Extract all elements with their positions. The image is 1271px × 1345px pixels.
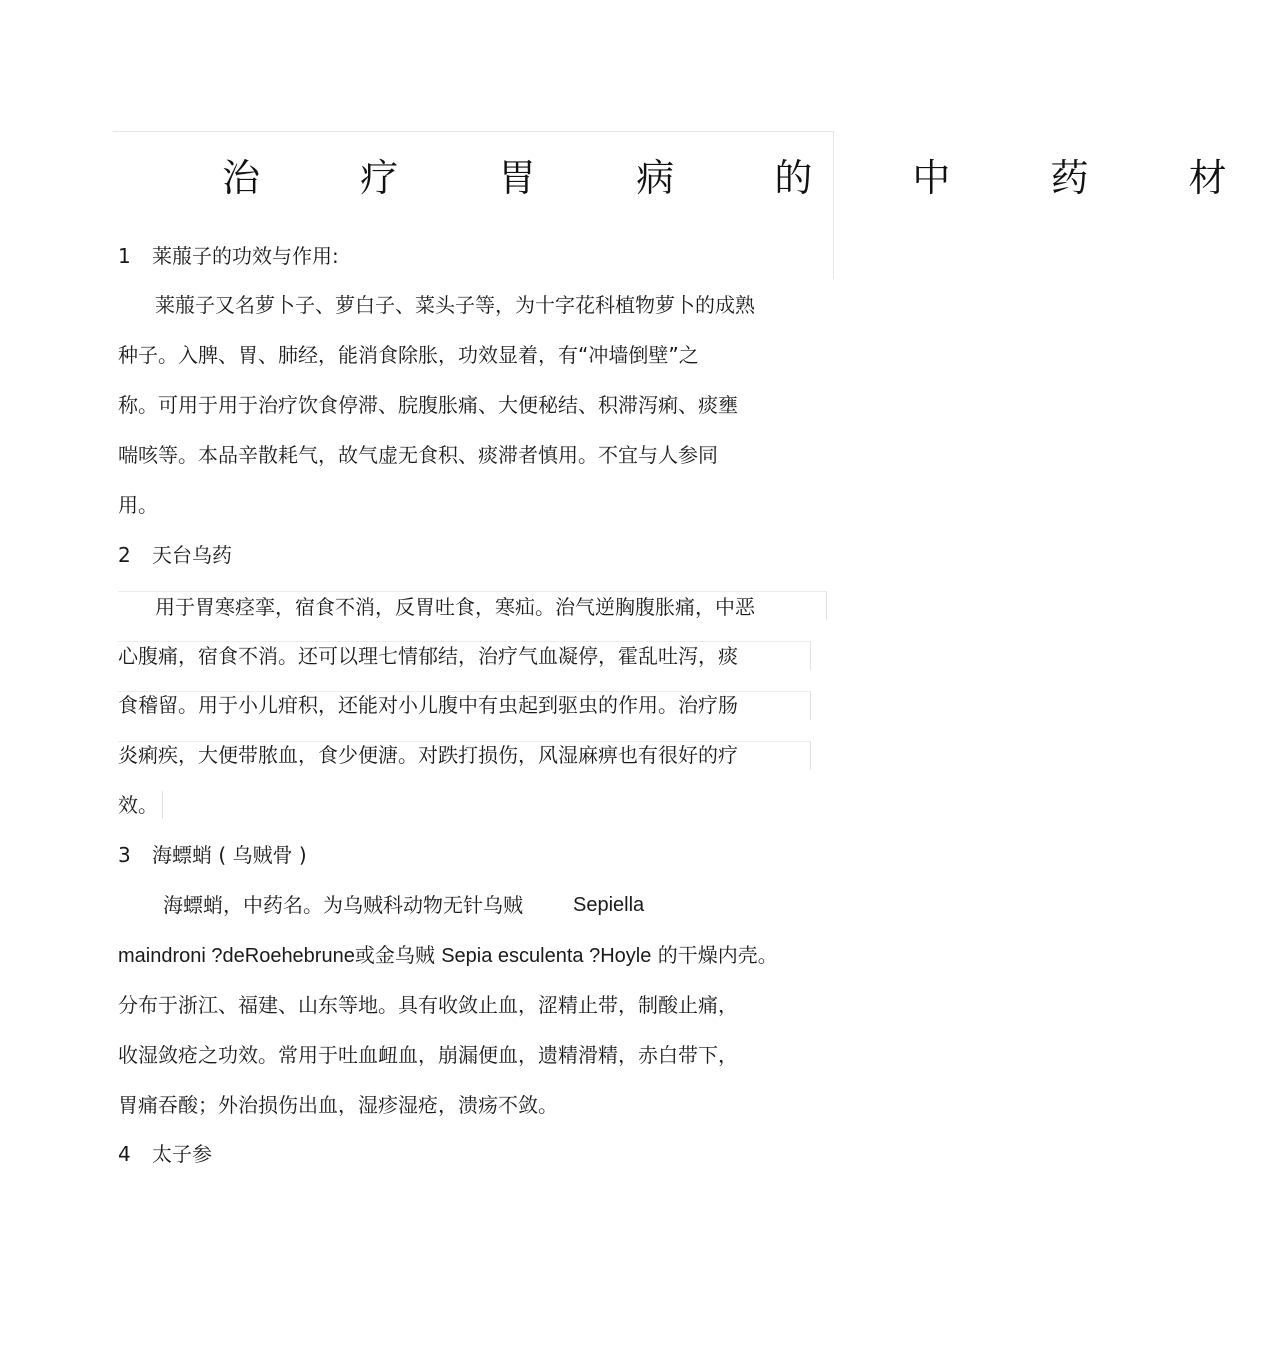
section-3-heading: [118, 840, 307, 870]
paragraph-line: 莱菔子又名萝卜子、萝白子、菜头子等，为十字花科植物萝卜的成熟: [155, 293, 755, 317]
section-title: 太子参: [152, 1142, 212, 1166]
paragraph-line: 效。: [118, 793, 158, 817]
paragraph-line: 称。可用于用于治疗饮食停滞、脘腹胀痛、大便秘结、积滞泻痢、痰壅: [118, 393, 738, 417]
paragraph-line: 收湿敛疮之功效。常用于吐血衄血，崩漏便血，遗精滑精，赤白带下，: [118, 1043, 738, 1067]
text-span: 的干燥内壳。: [657, 943, 778, 967]
paragraph-line: [118, 940, 778, 971]
section-2-heading: [118, 540, 232, 570]
section-number: 1: [118, 244, 131, 268]
paragraph-line: 分布于浙江、福建、山东等地。具有收敛止血，涩精止带，制酸止痛，: [118, 993, 738, 1017]
paragraph-line: 喘咳等。本品辛散耗气，故气虚无食积、痰滞者慎用。不宜与人参同: [118, 443, 718, 467]
document-title: 治 疗 胃 病 的 中 药 材: [222, 156, 1271, 200]
section-title: 莱菔子的功效与作用:: [152, 244, 339, 268]
paragraph-line: 用。: [118, 493, 158, 517]
latin-name: maindroni ?deRoehebrune: [118, 945, 355, 967]
section-number: 2: [118, 543, 131, 567]
paragraph-line: 海螵蛸，中药名。为乌贼科动物无针乌贼: [163, 893, 523, 917]
paragraph-line: 食稽留。用于小儿疳积，还能对小儿腹中有虫起到驱虫的作用。治疗肠: [118, 693, 738, 717]
paragraph-line: 心腹痛，宿食不消。还可以理七情郁结，治疗气血凝停，霍乱吐泻，痰: [118, 644, 738, 668]
section-number: 4: [118, 1142, 131, 1166]
section-title: 海螵蛸 ( 乌贼骨 ): [152, 843, 307, 867]
text-span: 或金乌贼: [354, 943, 435, 967]
paragraph-line: 炎痢疾，大便带脓血，食少便溏。对跌打损伤，风湿麻痹也有很好的疗: [118, 743, 738, 767]
paragraph-line: 种子。入脾、胃、肺经，能消食除胀，功效显着，有“冲墙倒壁”之: [118, 343, 699, 367]
section-number: 3: [118, 843, 131, 867]
section-title: 天台乌药: [152, 543, 232, 567]
latin-name: Sepiella: [573, 894, 645, 916]
section-4-heading: [118, 1139, 212, 1169]
top-rule: [113, 131, 834, 132]
paragraph-line: 胃痛吞酸；外治损伤出血，湿疹湿疮，溃疡不敛。: [118, 1093, 558, 1117]
latin-name: Sepia esculenta ?Hoyle: [441, 945, 652, 967]
paragraph-line: 用于胃寒痉挛，宿食不消，反胃吐食，寒疝。治气逆胸腹胀痛，中恶: [155, 595, 755, 619]
section-1-heading: [118, 241, 339, 271]
